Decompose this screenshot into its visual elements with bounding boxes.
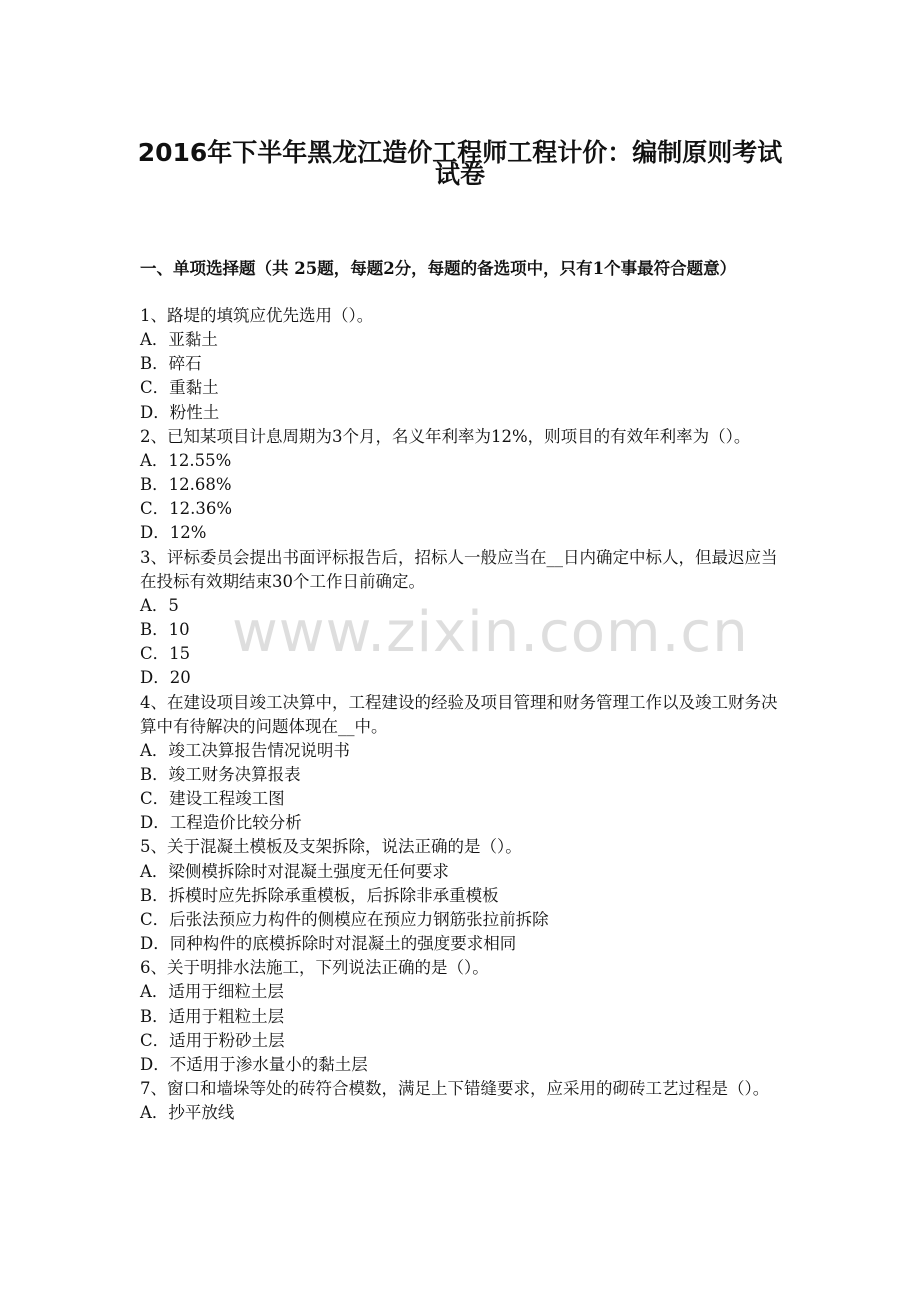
answer-option: C．建设工程竣工图 [140,789,285,809]
answer-option: B．12.68% [140,475,232,495]
answer-option: A．抄平放线 [140,1103,235,1123]
document-title-line-2: 试卷 [434,160,485,189]
question-list [140,304,785,1125]
answer-option: A．亚黏土 [140,330,218,350]
answer-option: A．竣工决算报告情况说明书 [140,740,350,760]
answer-option: B．适用于粗粒土层 [140,1006,285,1026]
answer-option: D．粉性土 [140,402,220,422]
answer-option: C．适用于粉砂土层 [140,1030,285,1050]
question-stem: 2、已知某项目计息周期为3个月，名义年利率为12%，则项目的有效年利率为（）。 [140,426,751,446]
question-stem: 3、评标委员会提出书面评标报告后，招标人一般应当在__日内确定中标人，但最迟应当在投标有效期结束30个工作日前确定。 [140,547,778,591]
answer-option: C．重黏土 [140,378,219,398]
answer-option: D．工程造价比较分析 [140,813,302,833]
answer-option: B．拆模时应先拆除承重模板，后拆除非承重模板 [140,885,499,905]
answer-option: A．梁侧模拆除时对混凝土强度无任何要求 [140,861,449,881]
question-stem: 6、关于明排水法施工，下列说法正确的是（）。 [140,958,489,978]
answer-option: B．竣工财务决算报表 [140,764,301,784]
answer-option: C．15 [140,644,191,664]
answer-option: A．5 [140,595,179,615]
answer-option: A．适用于细粒土层 [140,982,284,1002]
answer-option: D．12% [140,523,207,543]
question-stem: 1、路堤的填筑应优先选用（）。 [140,306,374,325]
question-stem: 7、窗口和墙垛等处的砖符合模数，满足上下错缝要求，应采用的砌砖工艺过程是（）。 [140,1079,770,1098]
answer-option: B．碎石 [140,354,202,374]
watermark-text: www.zixin.com.cn [232,600,749,665]
section-heading: 一、单项选择题（共 25题，每题2分，每题的备选项中，只有1个事最符合题意） [140,259,737,278]
answer-option: D．20 [140,668,191,688]
answer-option: D．不适用于渗水量小的黏土层 [140,1054,368,1074]
answer-option: C．后张法预应力构件的侧模应在预应力钢筋张拉前拆除 [140,909,549,929]
document-title-line-1: 2016年下半年黑龙江造价工程师工程计价：编制原则考试 [137,138,783,167]
question-stem: 4、在建设项目竣工决算中，工程建设的经验及项目管理和财务管理工作以及竣工财务决算中有待解决的问题体现在__中。 [140,692,778,736]
answer-option: D．同种构件的底模拆除时对混凝土的强度要求相同 [140,934,517,954]
answer-option: C．12.36% [140,499,233,519]
question-stem: 5、关于混凝土模板及支架拆除，说法正确的是（）。 [140,837,522,857]
answer-option: B．10 [140,620,190,640]
answer-option: A．12.55% [140,450,232,470]
